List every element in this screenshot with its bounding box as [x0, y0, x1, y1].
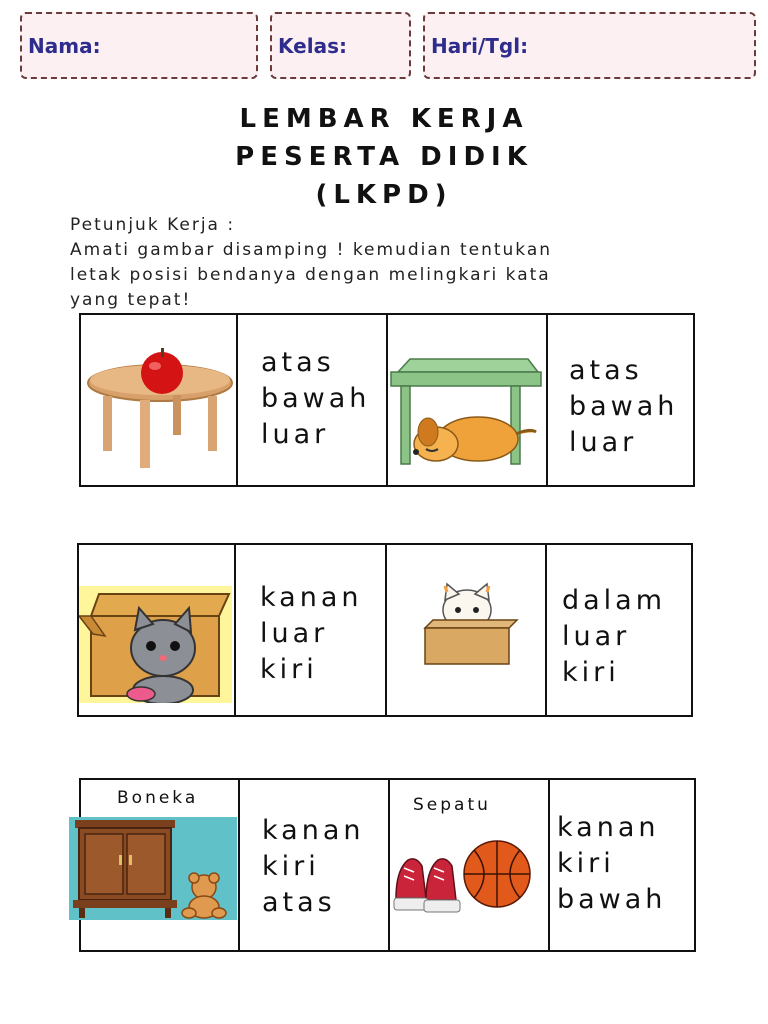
cupboard-and-teddy-image [69, 817, 237, 920]
row3-left-options [262, 813, 364, 921]
option-word[interactable]: luar [261, 419, 330, 450]
cat-in-box-image [79, 586, 232, 703]
option-word[interactable]: kiri [262, 851, 320, 882]
option-word[interactable]: kiri [260, 654, 318, 685]
row1-left-options [261, 345, 370, 453]
option-word[interactable]: bawah [261, 383, 371, 414]
option-word[interactable]: bawah [557, 884, 667, 915]
dog-under-table-image [388, 354, 544, 470]
name-field[interactable] [20, 12, 258, 79]
option-word[interactable]: luar [260, 618, 329, 649]
doll-caption: Boneka [117, 788, 199, 808]
instructions-line3: yang tepat! [70, 290, 192, 310]
page-title-line2: PESERTA DIDIK [235, 142, 533, 172]
row2-left-options [260, 580, 362, 688]
instructions-line1: Amati gambar disamping ! kemudian tentukan [70, 240, 553, 260]
option-word[interactable]: atas [261, 347, 335, 378]
shoes-and-ball-image [392, 838, 537, 918]
option-word[interactable]: kanan [262, 815, 365, 846]
instructions-heading: Petunjuk Kerja : [70, 215, 236, 235]
option-word[interactable]: luar [562, 621, 631, 652]
cat-in-small-box-image [417, 582, 519, 666]
date-field[interactable] [423, 12, 756, 79]
page-title-line3: (LKPD) [315, 180, 453, 210]
option-word[interactable]: kiri [557, 848, 615, 879]
class-field[interactable] [270, 12, 411, 79]
option-word[interactable]: bawah [569, 391, 679, 422]
row2-right-options [562, 583, 666, 691]
shoes-caption: Sepatu [413, 795, 491, 815]
option-word[interactable]: kiri [562, 657, 620, 688]
option-word[interactable]: kanan [557, 812, 660, 843]
apple-on-table-image [85, 340, 235, 470]
option-word[interactable]: luar [569, 427, 638, 458]
option-word[interactable]: dalam [562, 585, 667, 616]
date-label: Hari/Tgl: [431, 34, 529, 58]
row1-right-options [569, 353, 678, 461]
instructions-line2: letak posisi bendanya dengan melingkari kata [70, 265, 551, 285]
option-word[interactable]: atas [569, 355, 643, 386]
option-word[interactable]: atas [262, 887, 336, 918]
row3-right-options [557, 810, 666, 918]
option-word[interactable]: kanan [260, 582, 363, 613]
name-label: Nama: [28, 34, 101, 58]
page-title-line1: LEMBAR KERJA [239, 104, 529, 134]
class-label: Kelas: [278, 34, 347, 58]
